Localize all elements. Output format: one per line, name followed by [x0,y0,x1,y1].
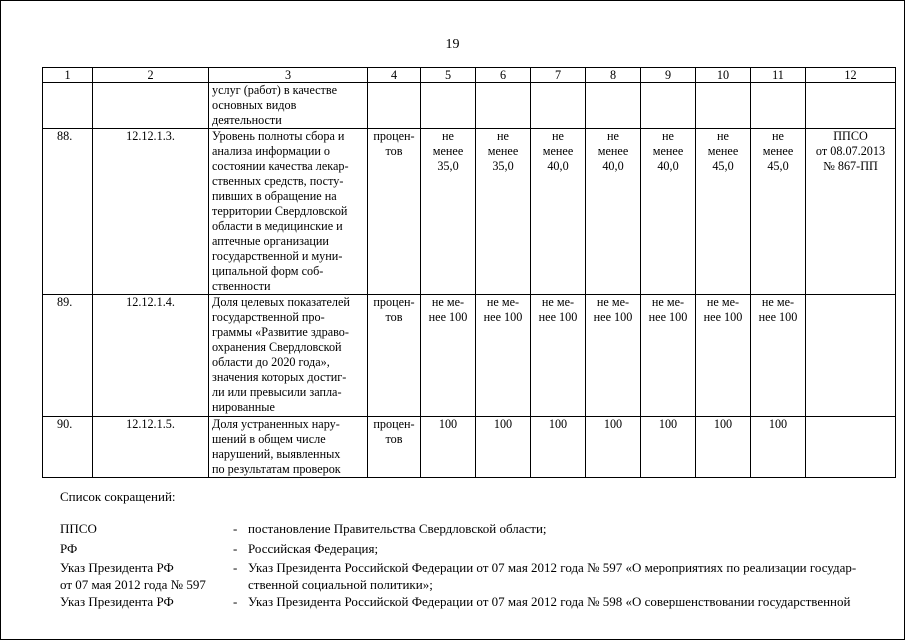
row-number [43,83,93,129]
value-cell: не менее 45,0 [751,129,806,295]
indicator-code: 12.12.1.5. [93,417,209,478]
abbreviation-dash: - [233,594,238,609]
value-cell [751,83,806,129]
unit [368,83,421,129]
abbreviation-definition: Российская Федерация; [248,541,379,556]
column-header: 11 [751,68,806,83]
value-cell [476,83,531,129]
row-number: 90. [43,417,93,478]
column-header: 10 [696,68,751,83]
column-header: 3 [209,68,368,83]
row-number: 88. [43,129,93,295]
value-cell: не менее 40,0 [641,129,696,295]
abbreviation-term: Указ Президента РФ [60,594,174,609]
value-cell: не менее 35,0 [421,129,476,295]
value-cell: не ме- нее 100 [476,295,531,417]
unit: процен- тов [368,129,421,295]
source-cell [806,417,896,478]
value-cell: не ме- нее 100 [421,295,476,417]
indicator-code: 12.12.1.3. [93,129,209,295]
indicator-name: Доля устраненных нару- шений в общем числе нарушений, выявленных по результатам проверок [209,417,368,478]
value-cell [641,83,696,129]
indicator-name: Уровень полноты сбора и анализа информации о состоянии качества лекар- ственных средств, посту- пивших в обращение на территории Свердловской области в медицинские и аптечные организации государственной и муни- ципальной форм соб- ственности [209,129,368,295]
column-header: 6 [476,68,531,83]
table-row [43,417,896,478]
value-cell: 100 [696,417,751,478]
value-cell: 100 [586,417,641,478]
column-header: 7 [531,68,586,83]
indicator-code [93,83,209,129]
indicators-table [42,67,896,478]
value-cell: 100 [641,417,696,478]
column-header: 5 [421,68,476,83]
indicator-name: Доля целевых показателей государственной про- граммы «Развитие здраво- охранения Свердловской области до 2020 года», значения которых достиг- ли или превысили запла- нированные [209,295,368,417]
row-number: 89. [43,295,93,417]
value-cell: не ме- нее 100 [531,295,586,417]
value-cell: 100 [476,417,531,478]
abbreviation-definition: Указ Президента Российской Федерации от 07 мая 2012 года № 597 «О мероприятиях по реализации государ- ственной социальной политики»; [248,560,857,592]
value-cell [421,83,476,129]
value-cell [531,83,586,129]
unit: процен- тов [368,417,421,478]
value-cell: не менее 40,0 [531,129,586,295]
table-row [43,129,896,295]
value-cell: не менее 35,0 [476,129,531,295]
column-header: 12 [806,68,896,83]
value-cell: 100 [421,417,476,478]
unit: процен- тов [368,295,421,417]
abbreviation-term: ППСО [60,521,97,536]
value-cell: не менее 45,0 [696,129,751,295]
column-header: 8 [586,68,641,83]
value-cell: не ме- нее 100 [751,295,806,417]
abbreviation-definition: постановление Правительства Свердловской области; [248,521,547,536]
indicator-code: 12.12.1.4. [93,295,209,417]
value-cell: не ме- нее 100 [586,295,641,417]
source-cell [806,295,896,417]
column-header: 9 [641,68,696,83]
value-cell: не ме- нее 100 [641,295,696,417]
column-header: 4 [368,68,421,83]
abbreviation-dash: - [233,541,238,556]
column-header: 2 [93,68,209,83]
page-number: 19 [445,37,460,52]
source-cell [806,83,896,129]
column-header: 1 [43,68,93,83]
abbreviation-dash: - [233,560,238,575]
value-cell [696,83,751,129]
abbreviation-term: РФ [60,541,78,556]
value-cell: не менее 40,0 [586,129,641,295]
abbreviation-term: Указ Президента РФ от 07 мая 2012 года № 597 [60,560,206,592]
table-row [43,295,896,417]
value-cell: 100 [531,417,586,478]
table-header-row [43,68,896,83]
value-cell [586,83,641,129]
source-cell: ППСО от 08.07.2013 № 867-ПП [806,129,896,295]
abbreviations-title: Список сокращений: [60,489,176,504]
abbreviation-definition: Указ Президента Российской Федерации от 07 мая 2012 года № 598 «О совершенствовании государственной [248,594,851,609]
table-row [43,83,896,129]
indicator-name: услуг (работ) в качестве основных видов деятельности [209,83,368,129]
value-cell: не ме- нее 100 [696,295,751,417]
abbreviation-dash: - [233,521,238,536]
value-cell: 100 [751,417,806,478]
